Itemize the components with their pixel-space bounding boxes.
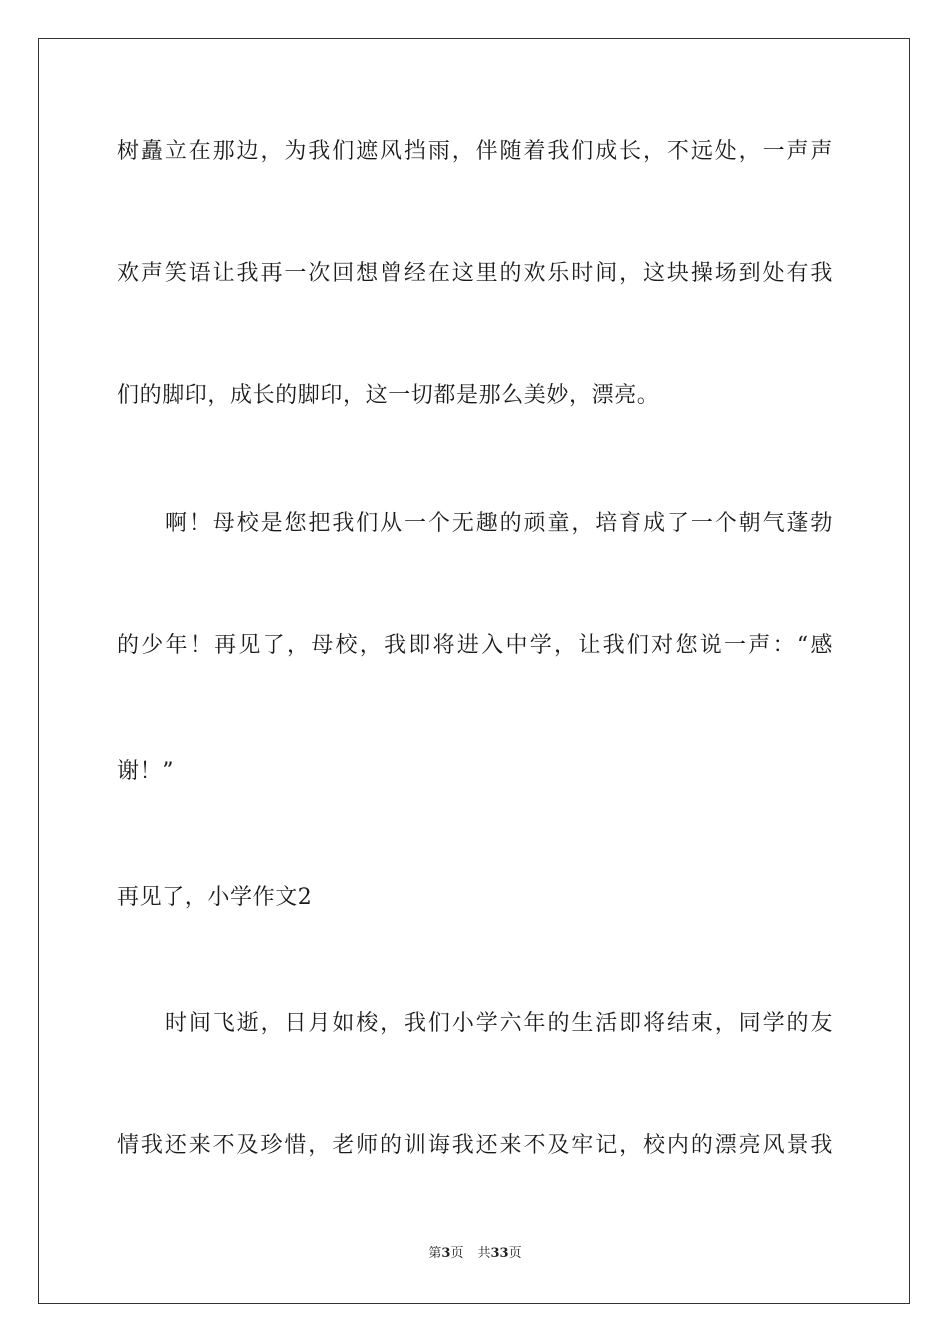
page-border: [38, 38, 910, 1304]
page-suffix: 页: [450, 1246, 464, 1261]
total-suffix: 页: [508, 1246, 522, 1261]
body-text-line: 欢声笑语让我再一次回想曾经在这里的欢乐时间，这块操场到处有我: [117, 261, 833, 286]
section-heading: 再见了，小学作文2: [117, 885, 313, 910]
body-text-line: 的少年！再见了，母校，我即将进入中学，让我们对您说一声：“感: [117, 633, 833, 658]
body-text-line: 们的脚印，成长的脚印，这一切都是那么美妙，漂亮。: [117, 383, 660, 408]
body-text-line: 啊！母校是您把我们从一个无趣的顽童，培育成了一个朝气蓬勃: [165, 511, 833, 536]
page-footer: [0, 1245, 950, 1263]
body-text-line: 情我还来不及珍惜，老师的训诲我还来不及牢记，校内的漂亮风景我: [117, 1133, 833, 1158]
total-prefix: 共: [477, 1246, 491, 1261]
body-text-line: 时间飞逝，日月如梭，我们小学六年的生活即将结束，同学的友: [165, 1011, 833, 1036]
total-pages: 33: [490, 1246, 509, 1261]
body-text-line: 树矗立在那边，为我们遮风挡雨，伴随着我们成长，不远处，一声声: [117, 139, 833, 164]
page-prefix: 第: [428, 1246, 442, 1261]
page-number: 3: [441, 1246, 451, 1261]
body-text-line: 谢！”: [117, 759, 175, 784]
